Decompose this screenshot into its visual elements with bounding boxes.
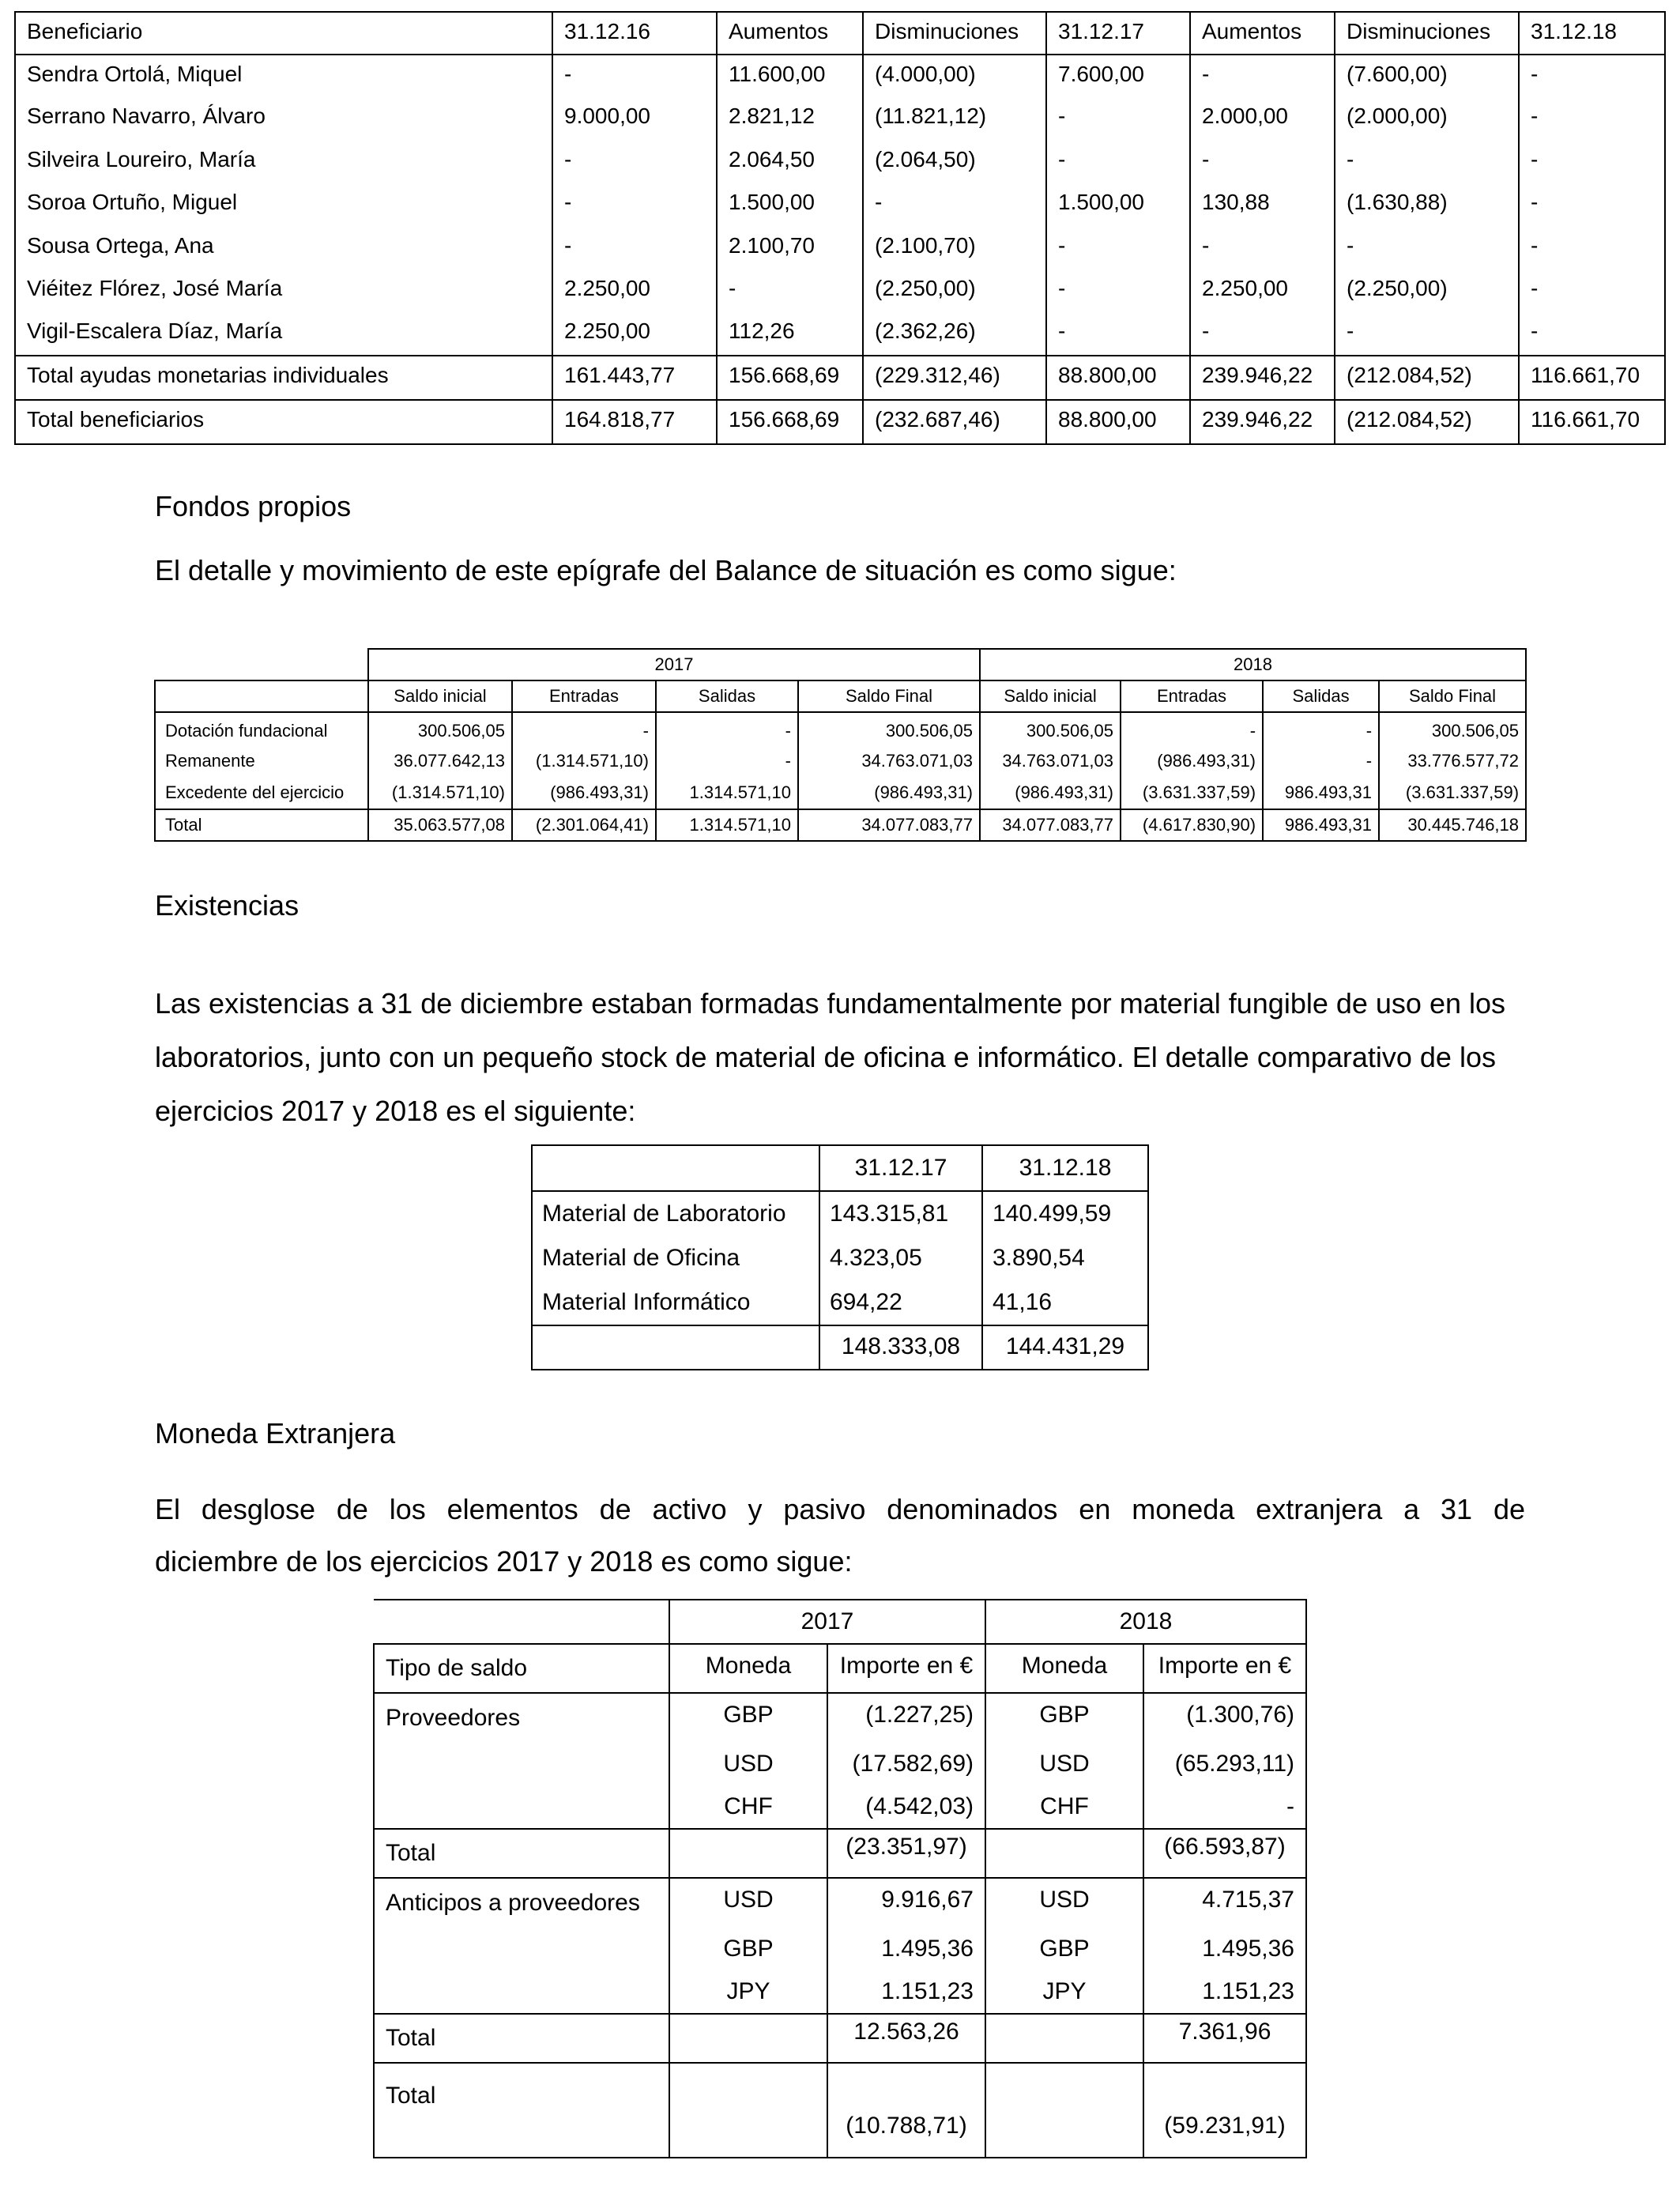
row-label: Material de Oficina [532, 1236, 819, 1280]
column-header: Moneda [669, 1644, 827, 1693]
table-cell: USD [985, 1878, 1143, 1928]
table-cell: (2.100,70) [863, 227, 1046, 270]
table-cell: 36.077.642,13 [368, 746, 512, 778]
table-cell: (986.493,31) [512, 778, 656, 809]
total-cell: 88.800,00 [1046, 356, 1190, 400]
table-cell: 41,16 [982, 1280, 1148, 1325]
total-cell: (232.687,46) [863, 400, 1046, 444]
row-label: Proveedores [374, 1693, 669, 1743]
table-cell: 34.763.071,03 [798, 746, 980, 778]
table-cell: CHF [985, 1785, 1143, 1829]
row-label: Excedente del ejercicio [155, 778, 368, 809]
table-cell: - [863, 183, 1046, 226]
column-header: 31.12.17 [819, 1145, 982, 1191]
table-row [15, 183, 1665, 226]
table-cell: - [1519, 270, 1665, 312]
table-cell: Silveira Loureiro, María [15, 141, 552, 183]
table-cell: (3.631.337,59) [1379, 778, 1526, 809]
table-cell: - [1519, 227, 1665, 270]
table-cell: (3.631.337,59) [1121, 778, 1263, 809]
table-cell: - [656, 746, 798, 778]
total-cell: 34.077.083,77 [798, 809, 980, 841]
table-cell: 130,88 [1190, 183, 1335, 226]
total-cell: (66.593,87) [1143, 1829, 1306, 1878]
column-header: Disminuciones [863, 12, 1046, 55]
table-cell: 300.506,05 [1379, 712, 1526, 746]
column-header: Salidas [1263, 680, 1379, 712]
table-cell: Sousa Ortega, Ana [15, 227, 552, 270]
table-row [155, 712, 1526, 746]
year-header: 2017 [368, 649, 980, 680]
column-header: Saldo Final [1379, 680, 1526, 712]
total-cell: (23.351,97) [827, 1829, 985, 1878]
moneda-extranjera-table [373, 1599, 1307, 2158]
table-cell: - [1335, 141, 1519, 183]
total-cell: 1.314.571,10 [656, 809, 798, 841]
table-cell: GBP [669, 1928, 827, 1970]
row-label: Total [374, 2063, 669, 2158]
table-cell: - [1046, 97, 1190, 140]
subtotal-row [374, 2014, 1306, 2063]
table-row [15, 55, 1665, 97]
total-cell: 116.661,70 [1519, 356, 1665, 400]
table-cell: (2.362,26) [863, 312, 1046, 355]
total-cell: 164.818,77 [552, 400, 717, 444]
column-header: Aumentos [1190, 12, 1335, 55]
table-cell: 143.315,81 [819, 1191, 982, 1236]
total-cell: 148.333,08 [819, 1325, 982, 1370]
column-header: 31.12.18 [1519, 12, 1665, 55]
table-row [374, 1928, 1306, 1970]
table-cell: (4.000,00) [863, 55, 1046, 97]
empty-cell [669, 2014, 827, 2063]
column-header: Salidas [656, 680, 798, 712]
table-cell: 300.506,05 [798, 712, 980, 746]
fondos-propios-table [154, 648, 1527, 842]
total-cell: 156.668,69 [717, 356, 863, 400]
table-cell: USD [669, 1743, 827, 1785]
row-label: Total [374, 1829, 669, 1878]
table-cell: 7.600,00 [1046, 55, 1190, 97]
row-label: Material Informático [532, 1280, 819, 1325]
year-header: 2018 [985, 1600, 1306, 1644]
table-cell: 11.600,00 [717, 55, 863, 97]
table-header-row [15, 12, 1665, 55]
row-label: Total [374, 2014, 669, 2063]
row-label: Anticipos a proveedores [374, 1878, 669, 1928]
row-label: Remanente [155, 746, 368, 778]
column-header: Saldo Final [798, 680, 980, 712]
total-cell: (212.084,52) [1335, 356, 1519, 400]
table-cell: - [552, 227, 717, 270]
table-header-row [532, 1145, 1148, 1191]
table-row [155, 778, 1526, 809]
year-header-row [155, 649, 1526, 680]
total-cell: 34.077.083,77 [980, 809, 1121, 841]
table-cell: 2.250,00 [552, 312, 717, 355]
table-cell: USD [669, 1878, 827, 1928]
table-cell: - [1121, 712, 1263, 746]
column-header: 31.12.18 [982, 1145, 1148, 1191]
table-cell: 300.506,05 [980, 712, 1121, 746]
empty-cell [985, 1829, 1143, 1878]
total-cell: 88.800,00 [1046, 400, 1190, 444]
table-cell: - [1519, 183, 1665, 226]
table-cell: - [552, 141, 717, 183]
table-cell: - [1046, 312, 1190, 355]
table-cell: USD [985, 1743, 1143, 1785]
table-cell: - [1263, 746, 1379, 778]
subheader-row [155, 680, 1526, 712]
table-cell: - [1335, 227, 1519, 270]
row-label: Dotación fundacional [155, 712, 368, 746]
table-cell: - [1519, 97, 1665, 140]
column-header: Aumentos [717, 12, 863, 55]
table-cell: 112,26 [717, 312, 863, 355]
empty-cell [669, 1829, 827, 1878]
table-cell: GBP [669, 1693, 827, 1743]
total-cell: 986.493,31 [1263, 809, 1379, 841]
table-cell: 1.151,23 [1143, 1970, 1306, 2014]
table-row [532, 1280, 1148, 1325]
table-cell: 1.314.571,10 [656, 778, 798, 809]
existencias-intro: Las existencias a 31 de diciembre estaban formadas fundamentalmente por material fungible de uso en los laboratorios, junto con un pequeño stock de material de oficina e informático. El detalle comparativo de los ejercicios 2017 y 2018 es el siguiente: [155, 987, 1506, 1127]
table-cell: 1.151,23 [827, 1970, 985, 2014]
section-heading-fondos: Fondos propios [155, 490, 352, 522]
empty-cell [374, 1928, 669, 1970]
table-row [374, 1785, 1306, 1829]
column-header: Beneficiario [15, 12, 552, 55]
total-cell: 239.946,22 [1190, 400, 1335, 444]
table-cell: 9.916,67 [827, 1878, 985, 1928]
table-row [155, 746, 1526, 778]
moneda-intro-line2: diciembre de los ejercicios 2017 y 2018 es como sigue: [155, 1545, 853, 1578]
total-cell: (229.312,46) [863, 356, 1046, 400]
table-cell: - [1190, 141, 1335, 183]
table-cell: (1.314.571,10) [512, 746, 656, 778]
table-cell: - [656, 712, 798, 746]
table-cell: 2.821,12 [717, 97, 863, 140]
table-cell: Viéitez Flórez, José María [15, 270, 552, 312]
total-cell: (59.231,91) [1143, 2063, 1306, 2158]
empty-cell [155, 680, 368, 712]
table-cell: 33.776.577,72 [1379, 746, 1526, 778]
table-cell: - [512, 712, 656, 746]
table-cell: (2.064,50) [863, 141, 1046, 183]
total-row [532, 1325, 1148, 1370]
table-cell: - [1263, 712, 1379, 746]
column-header: Importe en € [1143, 1644, 1306, 1693]
empty-cell [532, 1145, 819, 1191]
table-cell: 694,22 [819, 1280, 982, 1325]
table-cell: - [552, 183, 717, 226]
table-cell: - [1335, 312, 1519, 355]
table-cell: 2.100,70 [717, 227, 863, 270]
subtotal-row [374, 1829, 1306, 1878]
table-cell: Serrano Navarro, Álvaro [15, 97, 552, 140]
table-cell: - [1190, 55, 1335, 97]
column-header: Importe en € [827, 1644, 985, 1693]
table-cell: - [717, 270, 863, 312]
table-cell: CHF [669, 1785, 827, 1829]
table-cell: (7.600,00) [1335, 55, 1519, 97]
column-header: Entradas [1121, 680, 1263, 712]
table-cell: 4.715,37 [1143, 1878, 1306, 1928]
total-cell: 12.563,26 [827, 2014, 985, 2063]
table-cell: - [1519, 141, 1665, 183]
table-cell: - [1190, 227, 1335, 270]
table-cell: - [1143, 1785, 1306, 1829]
table-cell: 2.250,00 [1190, 270, 1335, 312]
empty-cell [374, 1600, 669, 1644]
table-row [374, 1693, 1306, 1743]
empty-cell [374, 1785, 669, 1829]
table-cell: (986.493,31) [980, 778, 1121, 809]
total-cell: 7.361,96 [1143, 2014, 1306, 2063]
table-row [15, 97, 1665, 140]
table-cell: Soroa Ortuño, Miguel [15, 183, 552, 226]
table-row [15, 270, 1665, 312]
table-cell: GBP [985, 1928, 1143, 1970]
table-cell: JPY [985, 1970, 1143, 2014]
total-cell: 116.661,70 [1519, 400, 1665, 444]
empty-cell [985, 2063, 1143, 2158]
column-header: Moneda [985, 1644, 1143, 1693]
column-header: 31.12.16 [552, 12, 717, 55]
total-cell: 239.946,22 [1190, 356, 1335, 400]
table-cell: 1.495,36 [827, 1928, 985, 1970]
column-header: Saldo inicial [368, 680, 512, 712]
total-cell: 30.445.746,18 [1379, 809, 1526, 841]
table-header-row [374, 1644, 1306, 1693]
total-cell: (4.617.830,90) [1121, 809, 1263, 841]
table-cell: 34.763.071,03 [980, 746, 1121, 778]
table-cell: 1.495,36 [1143, 1928, 1306, 1970]
table-cell: 2.250,00 [552, 270, 717, 312]
table-row [15, 227, 1665, 270]
empty-cell [532, 1325, 819, 1370]
fondos-intro: El detalle y movimiento de este epígrafe del Balance de situación es como sigue: [155, 554, 1177, 586]
table-cell: 2.000,00 [1190, 97, 1335, 140]
grand-total-row [374, 2063, 1306, 2158]
table-cell: 300.506,05 [368, 712, 512, 746]
table-cell: JPY [669, 1970, 827, 2014]
row-label: Material de Laboratorio [532, 1191, 819, 1236]
moneda-intro-line1: El desglose de los elementos de activo y pasivo denominados en moneda extranjera a 31 de [155, 1493, 1525, 1525]
total-row [15, 356, 1665, 400]
table-cell: 1.500,00 [717, 183, 863, 226]
table-cell: - [1046, 227, 1190, 270]
table-row [532, 1191, 1148, 1236]
table-cell: 1.500,00 [1046, 183, 1190, 226]
row-label: Total [155, 809, 368, 841]
year-header-row [374, 1600, 1306, 1644]
table-cell: GBP [985, 1693, 1143, 1743]
table-cell: - [1190, 312, 1335, 355]
total-cell: Total ayudas monetarias individuales [15, 356, 552, 400]
table-cell: (65.293,11) [1143, 1743, 1306, 1785]
table-cell: (2.250,00) [863, 270, 1046, 312]
table-cell: 2.064,50 [717, 141, 863, 183]
table-cell: 986.493,31 [1263, 778, 1379, 809]
table-row [374, 1878, 1306, 1928]
table-cell: 140.499,59 [982, 1191, 1148, 1236]
empty-cell [985, 2014, 1143, 2063]
table-cell: (1.227,25) [827, 1693, 985, 1743]
section-heading-existencias: Existencias [155, 889, 299, 922]
empty-cell [669, 2063, 827, 2158]
existencias-table [531, 1144, 1149, 1370]
table-cell: (1.630,88) [1335, 183, 1519, 226]
column-header: Disminuciones [1335, 12, 1519, 55]
year-header: 2018 [980, 649, 1526, 680]
total-cell: Total beneficiarios [15, 400, 552, 444]
column-header: Entradas [512, 680, 656, 712]
total-cell: (212.084,52) [1335, 400, 1519, 444]
table-cell: (11.821,12) [863, 97, 1046, 140]
table-row [374, 1970, 1306, 2014]
total-cell: (2.301.064,41) [512, 809, 656, 841]
column-header: 31.12.17 [1046, 12, 1190, 55]
table-cell: Sendra Ortolá, Miquel [15, 55, 552, 97]
table-cell: (1.300,76) [1143, 1693, 1306, 1743]
table-cell: (986.493,31) [1121, 746, 1263, 778]
column-header: Tipo de saldo [374, 1644, 669, 1693]
column-header: Saldo inicial [980, 680, 1121, 712]
table-cell: - [1519, 55, 1665, 97]
total-cell: 35.063.577,08 [368, 809, 512, 841]
table-cell: - [1519, 312, 1665, 355]
table-cell: - [552, 55, 717, 97]
table-cell: (1.314.571,10) [368, 778, 512, 809]
beneficiarios-table [14, 11, 1666, 445]
total-row [15, 400, 1665, 444]
table-cell: - [1046, 141, 1190, 183]
table-row [532, 1236, 1148, 1280]
total-cell: 144.431,29 [982, 1325, 1148, 1370]
year-header: 2017 [669, 1600, 985, 1644]
table-cell: (2.250,00) [1335, 270, 1519, 312]
empty-cell [374, 1970, 669, 2014]
total-cell: 156.668,69 [717, 400, 863, 444]
total-cell: (10.788,71) [827, 2063, 985, 2158]
table-cell: 4.323,05 [819, 1236, 982, 1280]
total-row [155, 809, 1526, 841]
table-cell: 3.890,54 [982, 1236, 1148, 1280]
table-row [15, 141, 1665, 183]
table-cell: (4.542,03) [827, 1785, 985, 1829]
empty-cell [374, 1743, 669, 1785]
table-row [15, 312, 1665, 355]
table-cell: Vigil-Escalera Díaz, María [15, 312, 552, 355]
table-cell: (2.000,00) [1335, 97, 1519, 140]
table-cell: (17.582,69) [827, 1743, 985, 1785]
table-row [374, 1743, 1306, 1785]
empty-cell [155, 649, 368, 680]
section-heading-moneda: Moneda Extranjera [155, 1417, 396, 1449]
total-cell: 161.443,77 [552, 356, 717, 400]
table-cell: 9.000,00 [552, 97, 717, 140]
table-cell: (986.493,31) [798, 778, 980, 809]
table-cell: - [1046, 270, 1190, 312]
